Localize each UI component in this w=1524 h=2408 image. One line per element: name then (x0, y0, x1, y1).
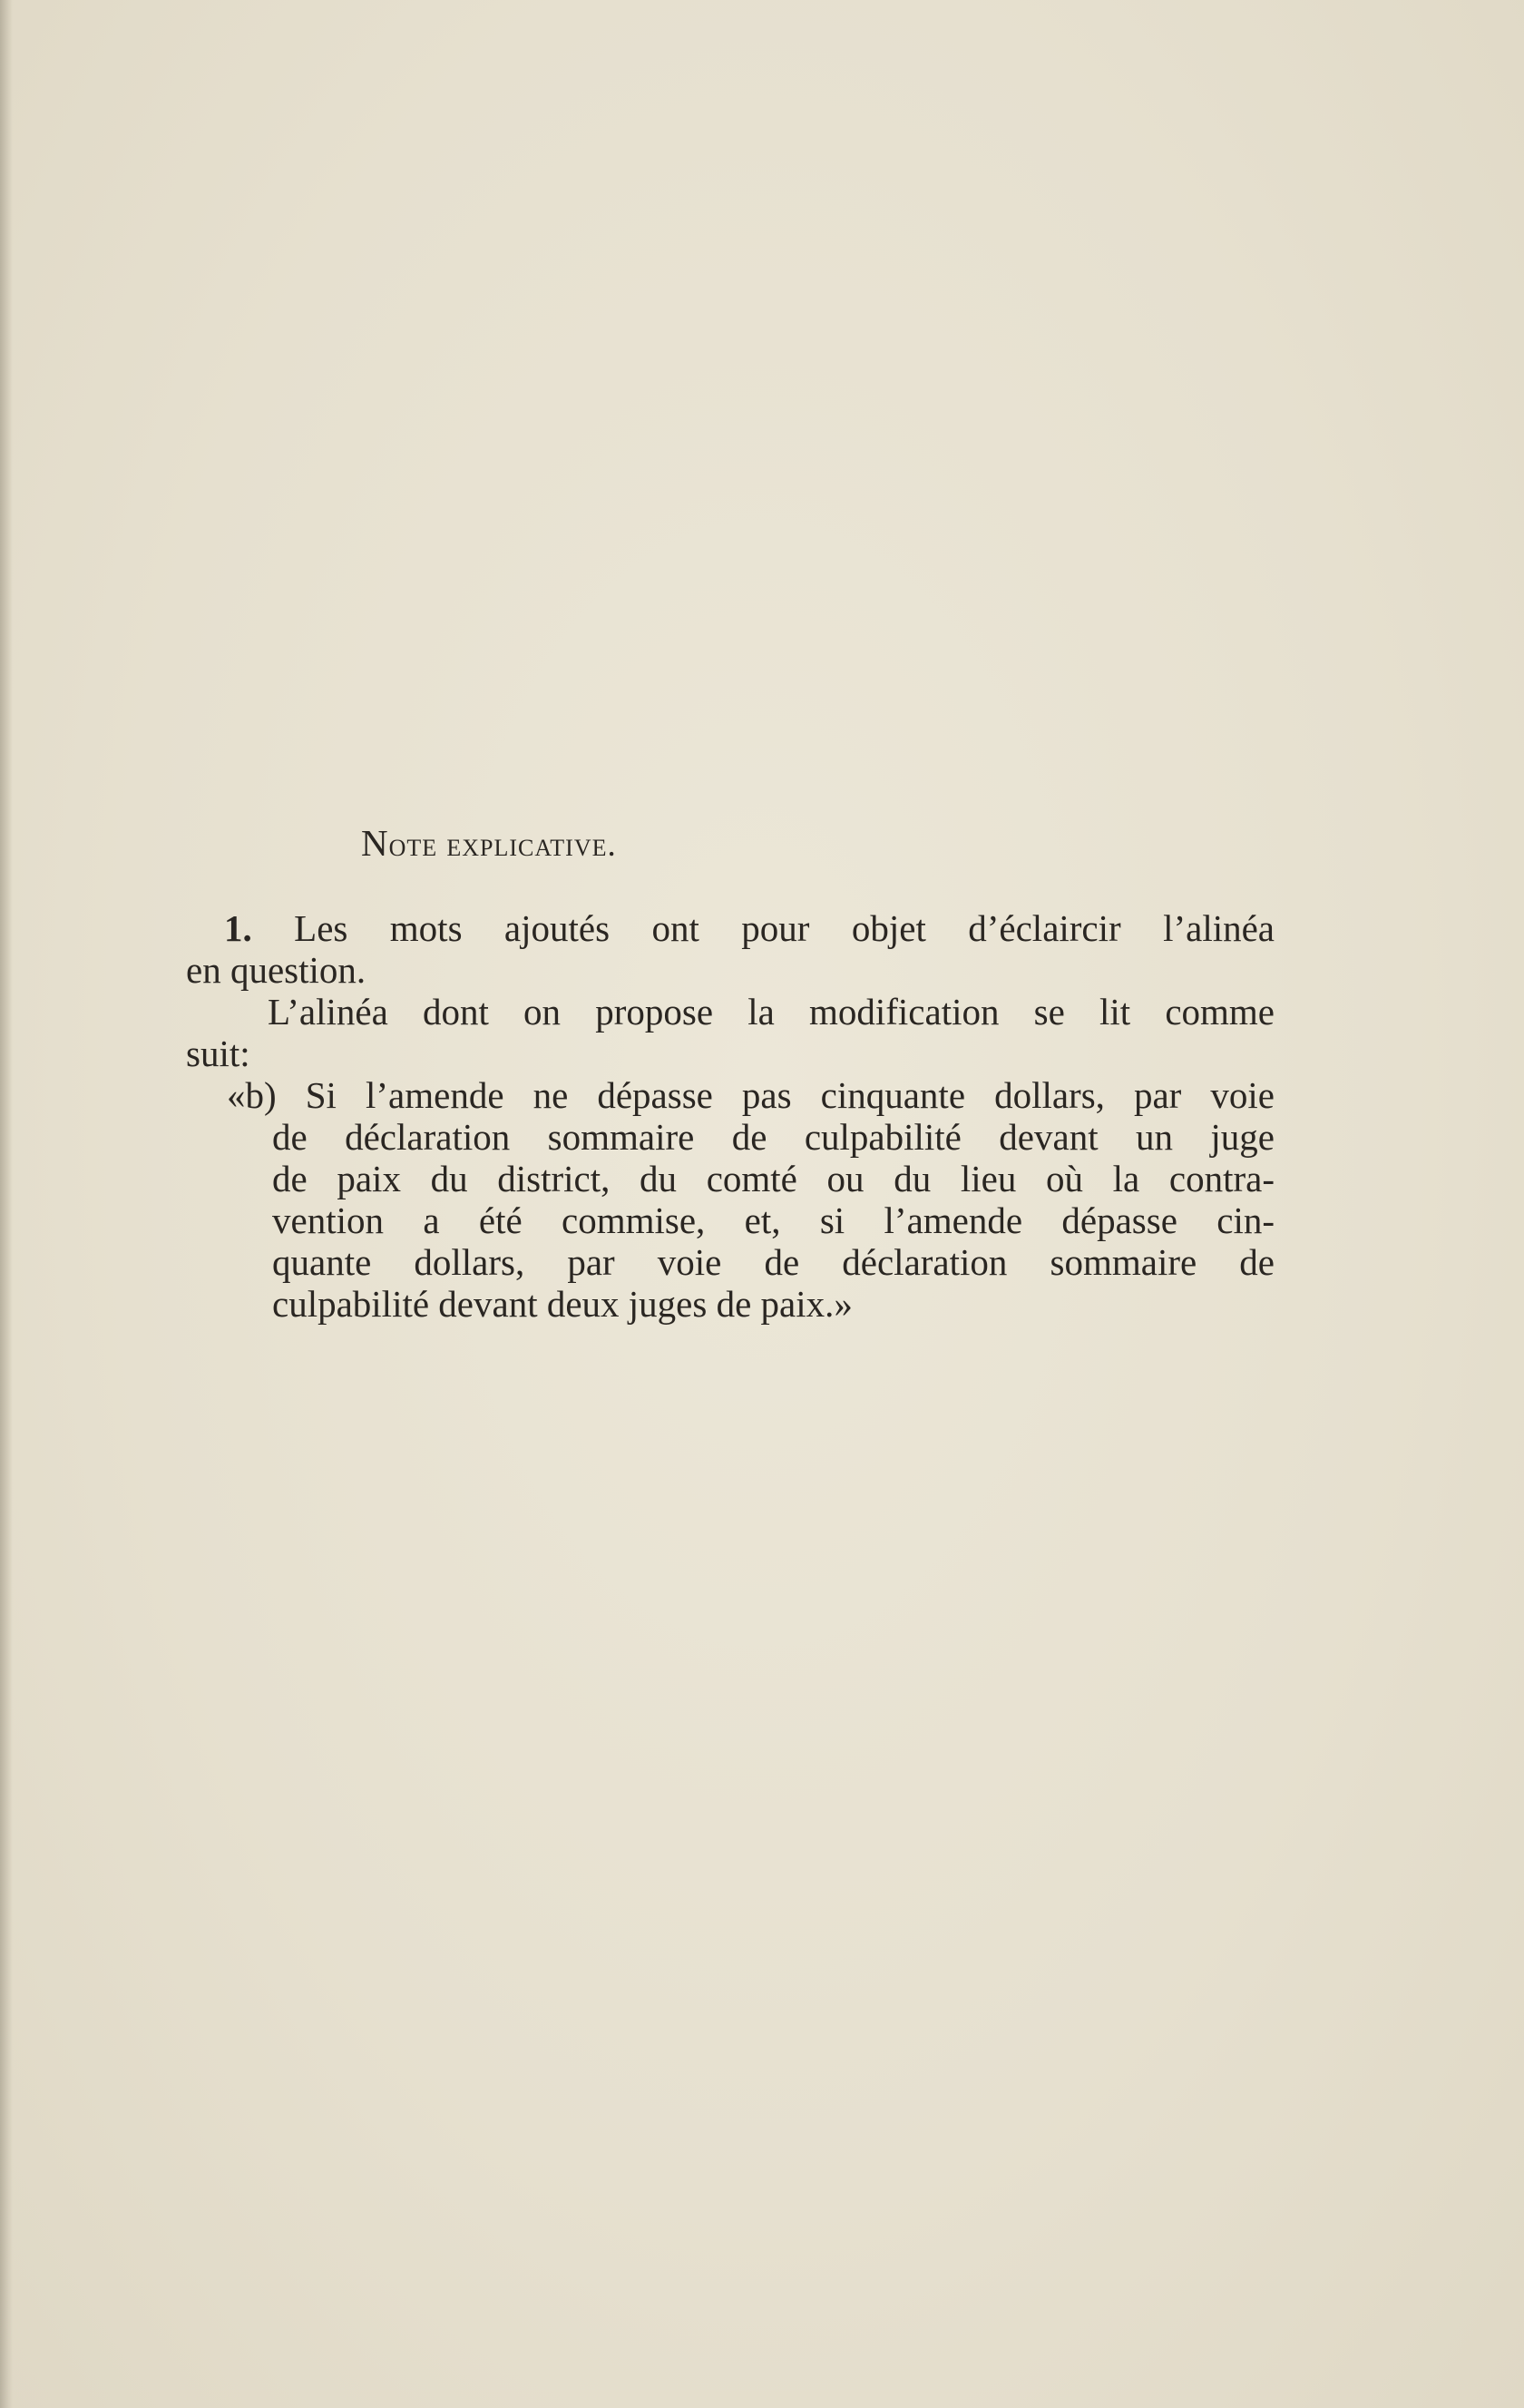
quote-line5: quante dollars, par voie de déclaration sommaire de (272, 1241, 1275, 1283)
paragraph2-line2: suit: (186, 1033, 250, 1074)
page-binding-edge (0, 0, 13, 2408)
quote-line6: culpabilité devant deux juges de paix.» (272, 1283, 853, 1325)
note-heading-initial: N (361, 822, 389, 864)
quote-line4: vention a été commise, et, si l’amende dépasse cin- (272, 1199, 1275, 1241)
quote-line1: «b) Si l’amende ne dépasse pas cinquante dollars, par voie (227, 1074, 1275, 1116)
note-heading-rest: ote explicative. (388, 827, 617, 864)
paragraph1-line2: en question. (186, 949, 366, 991)
paragraph2-line1: L’alinéa dont on propose la modification se lit comme (268, 991, 1275, 1033)
paragraph1-line1 (224, 907, 1275, 949)
note-heading (361, 821, 905, 865)
paragraph1-number: 1. (224, 907, 252, 949)
quote-line3: de paix du district, du comté ou du lieu où la contra- (272, 1158, 1275, 1199)
paragraph1-line1-text: Les mots ajoutés ont pour objet d’éclaircir l’alinéa (294, 907, 1275, 949)
quote-line2: de déclaration sommaire de culpabilité devant un juge (272, 1116, 1275, 1158)
